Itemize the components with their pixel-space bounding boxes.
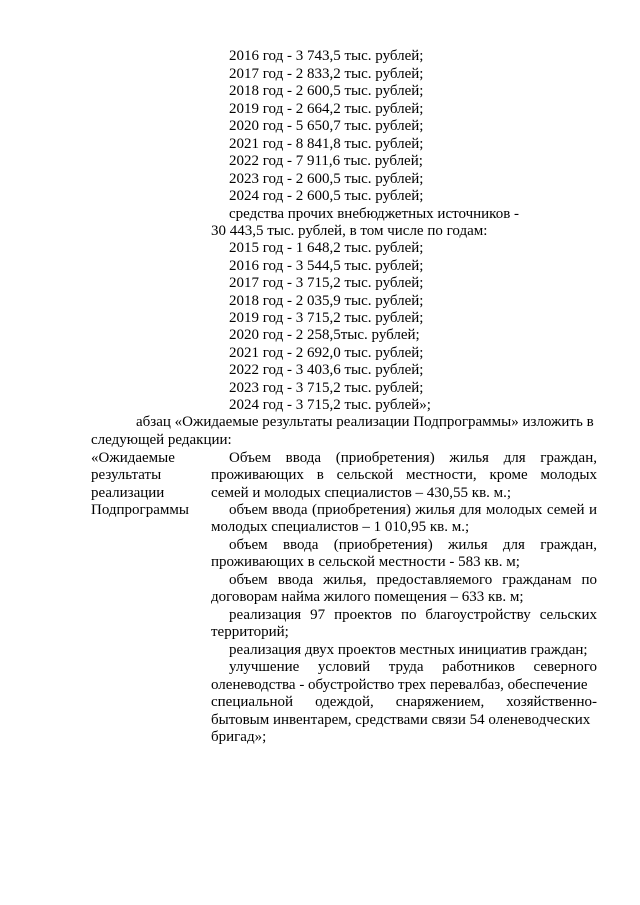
year-line: 2023 год - 3 715,2 тыс. рублей;	[229, 380, 424, 396]
result-line: проживающих в сельской местности, кроме молодых	[211, 467, 597, 483]
year-line: 2021 год - 2 692,0 тыс. рублей;	[229, 345, 424, 361]
extrabudget-total: 30 443,5 тыс. рублей, в том числе по годам:	[211, 223, 488, 239]
result-line: бригад»;	[211, 729, 267, 745]
result-line: специальной одеждой, снаряжением, хозяйственно-	[211, 694, 597, 710]
result-line: бытовым инвентарем, средствами связи 54 оленеводческих	[211, 712, 591, 728]
result-line: реализация двух проектов местных инициатив граждан;	[229, 642, 588, 658]
year-line: 2017 год - 2 833,2 тыс. рублей;	[229, 66, 424, 82]
year-line: 2020 год - 2 258,5тыс. рублей;	[229, 327, 420, 343]
year-line: 2021 год - 8 841,8 тыс. рублей;	[229, 136, 424, 152]
result-line: объем ввода (приобретения) жилья для граждан,	[229, 537, 597, 553]
year-line: 2023 год - 2 600,5 тыс. рублей;	[229, 171, 424, 187]
result-line: Объем ввода (приобретения) жилья для граждан,	[229, 450, 597, 466]
result-line: оленеводства - обустройство трех перевалбаз, обеспечение	[211, 677, 588, 693]
year-line: 2018 год - 2 035,9 тыс. рублей;	[229, 293, 424, 309]
result-line: молодых специалистов – 1 010,95 кв. м.;	[211, 519, 470, 535]
label-line: «Ожидаемые	[91, 450, 175, 466]
result-line: семей и молодых специалистов – 430,55 кв. м.;	[211, 485, 512, 501]
result-line: реализация 97 проектов по благоустройству сельских	[229, 607, 597, 623]
extrabudget-heading: средства прочих внебюджетных источников -	[229, 206, 520, 222]
year-line: 2022 год - 3 403,6 тыс. рублей;	[229, 362, 424, 378]
result-line: договорам найма жилого помещения – 633 кв. м;	[211, 589, 524, 605]
result-line: объем ввода жилья, предоставляемого гражданам по	[229, 572, 597, 588]
year-line: 2020 год - 5 650,7 тыс. рублей;	[229, 118, 424, 134]
year-line: 2015 год - 1 648,2 тыс. рублей;	[229, 240, 424, 256]
year-line: 2024 год - 3 715,2 тыс. рублей»;	[229, 397, 431, 413]
result-line: проживающих в сельской местности - 583 кв. м;	[211, 554, 520, 570]
amendment-intro: абзац «Ожидаемые результаты реализации Подпрограммы» изложить в	[136, 414, 594, 430]
year-line: 2019 год - 2 664,2 тыс. рублей;	[229, 101, 424, 117]
result-line: объем ввода (приобретения) жилья для молодых семей и	[229, 502, 597, 518]
result-line: улучшение условий труда работников северного	[229, 659, 597, 675]
year-line: 2016 год - 3 544,5 тыс. рублей;	[229, 258, 424, 274]
amendment-intro-continued: следующей редакции:	[91, 432, 232, 448]
year-line: 2024 год - 2 600,5 тыс. рублей;	[229, 188, 424, 204]
label-line: реализации	[91, 485, 165, 501]
year-line: 2018 год - 2 600,5 тыс. рублей;	[229, 83, 424, 99]
year-line: 2016 год - 3 743,5 тыс. рублей;	[229, 48, 424, 64]
year-line: 2019 год - 3 715,2 тыс. рублей;	[229, 310, 424, 326]
year-line: 2017 год - 3 715,2 тыс. рублей;	[229, 275, 424, 291]
year-line: 2022 год - 7 911,6 тыс. рублей;	[229, 153, 423, 169]
label-line: Подпрограммы	[91, 502, 189, 518]
result-line: территорий;	[211, 624, 289, 640]
label-line: результаты	[91, 467, 162, 483]
